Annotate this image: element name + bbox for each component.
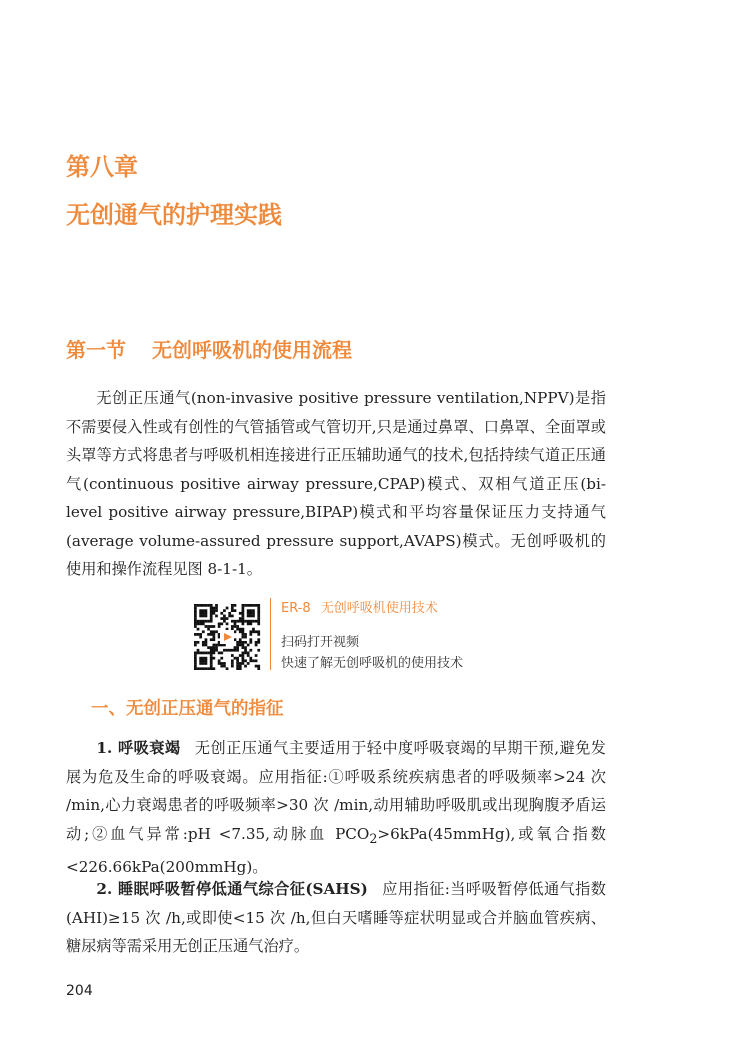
er-line-1: 扫码打开视频: [281, 635, 360, 650]
section-title: 无创呼吸机的使用流程: [152, 338, 352, 362]
er-divider: [270, 598, 271, 670]
item-text: 应用指征:当呼吸暂停低通气指数(AHI)≥15 次 /h,或即使<15 次 /h,但白天嗜睡等症状明显或合并脑血管疾病、糖尿病等需采用无创正压通气治疗。: [66, 880, 606, 955]
item-respiratory-failure: [66, 734, 606, 882]
chapter-number: 第八章: [66, 153, 138, 181]
section-heading: [66, 334, 352, 363]
er-code: ER-8: [281, 601, 311, 616]
item-title: 1. 呼吸衰竭: [96, 739, 181, 757]
subsection-heading: 一、无创正压通气的指征: [91, 699, 284, 719]
item-sahs: [66, 875, 606, 961]
page-number: 204: [66, 983, 93, 999]
item-text-continued: >6kPa(45mmHg),或氧合指数<226.66kPa(200mmHg)。: [66, 824, 606, 877]
er-title: [281, 597, 438, 616]
section-number: 第一节: [66, 338, 126, 362]
er-line-2: 快速了解无创呼吸机的使用技术: [281, 656, 464, 671]
chapter-title: [66, 143, 282, 239]
subscript: 2: [369, 830, 378, 846]
intro-paragraph: 无创正压通气(non-invasive positive pressure ventilation,NPPV)是指不需要侵入性或有创性的气管插管或气管切开,只是通过鼻罩、口鼻罩、全面罩或头罩等方式将患者与呼吸机相连接进行正压辅助通气的技术,包括持续气道正压通气(continuous positive airway pressure,CPAP)模式、双相气道正压(bi-level positive airway pressure,BIPAP)模式和平均容量保证压力支持通气(average volume-assured pressure support,AVAPS)模式。无创呼吸机的使用和操作流程见图 8-1-1。: [66, 389, 606, 578]
er-title-text: 无创呼吸机使用技术: [320, 601, 438, 616]
chapter-name: 无创通气的护理实践: [66, 201, 282, 229]
item-text: 无创正压通气主要适用于轻中度呼吸衰竭的早期干预,避免发展为危及生命的呼吸衰竭。应用指征:①呼吸系统疾病患者的呼吸频率>24 次 /min,心力衰竭患者的呼吸频率>30 次 /min,动用辅助呼吸肌或出现胸腹矛盾运动;②血气异常:pH <7.35,动脉血 PCO: [66, 739, 606, 843]
qr-code-icon[interactable]: [190, 604, 264, 670]
item-title: 2. 睡眠呼吸暂停低通气综合征(SAHS): [96, 880, 368, 898]
